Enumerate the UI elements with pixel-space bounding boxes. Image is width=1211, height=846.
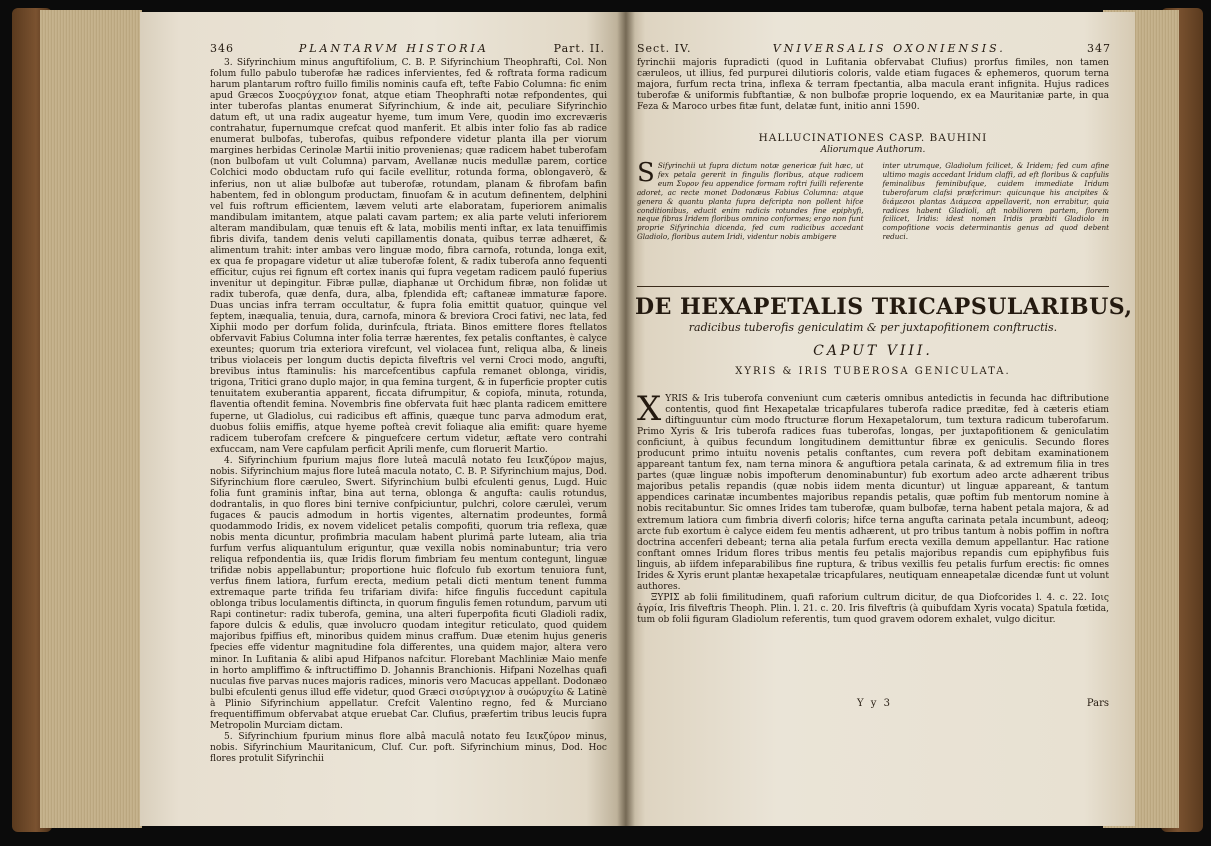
right-running-header xyxy=(637,42,1111,55)
signature-mark: Y y 3 xyxy=(857,698,892,709)
left-running-header xyxy=(210,42,605,55)
hallucinations-title: HALLUCINATIONES CASP. BAUHINI xyxy=(758,132,988,144)
catchword: Pars xyxy=(1086,698,1109,709)
book-gutter xyxy=(617,12,635,826)
left-running-title: PLANTARVM HISTORIA xyxy=(298,42,489,55)
section-heading: XYRIS & IRIS TUBEROSA GENICULATA. xyxy=(735,366,1011,377)
hallucinations-subtitle: Aliorumque Authorum. xyxy=(820,145,926,155)
left-part-label: Part. II. xyxy=(553,42,605,55)
left-page-number: 346 xyxy=(210,42,234,55)
chapter-title: DE HEXAPETALIS TRICAPSULARIBUS, xyxy=(635,294,1133,320)
hallucinations-heading xyxy=(637,132,1109,155)
body-paragraph: XYRIS & Iris tuberofa conveniunt cum cæteris omnibus antedictis in fecunda hac diftributione contentis, quod fint Hexapetalæ tricapfulares tuberofa radice præditæ, fed à cæteris etiam diftinguuntur cùm modo ftructuræ florum Hexapetalorum, tum textura radicum tuberofarum. Primo Xyris & Iris tuberofa radices fuas tuberofas, longas, per juxtapofitionem & geniculatim conficiunt, à quibus fecundum longitudinem demittuntur fibræ ex geniculis. Secundo flores producunt primo intuitu novenis petalis conftantes, cum revera poft debitam examinationem appareant tantum fex, nam terna minora & anguftiora petala carinata, & ad extremum filia in tres partes (quæ linguæ nobis impofterum denominabuntur) fub exortum adeo arcte adhærent tribus majoribus petalis repandis (quæ nobis iidem menta dicuntur) ut linguæ appareant, & tantum appendices carinatæ incumbentes majoribus repandis petalis, quæ poftim fub mentorum nomine à nobis recitabuntur. Sic omnes Irides tam tuberofæ, quam bulbofæ, terna habent petala majora, & ad extremum latiora cum fimbria diverfi coloris; hifce terna angufta carinata petala incumbunt, adeoq; arcte fub exortum è calyce eidem feu mentis adhærent, ut pro tribus tantum à nobis poffim in noftra doctrina accenferi debeant; terna alia petala furfum erecta vexilla demum appellantur. Hac ratione conftant omnes Iridum flores tribus mentis feu petalis majoribus repandis cum epiphyfibus fuis linguis, ab iifdem infeparabilibus fine ruptura, & tribus vexillis feu petalis furfum erectis: fic omnes Irides & Xyris erunt plantæ hexapetalæ tricapfulares, neutiquam enneapetalæ dicendæ funt ut volunt authores. xyxy=(637,389,1109,592)
paragraph-4: 4. Sifyrinchium fpurium majus flore luteâ maculâ notato feu Ιεικζύρον majus, nobis. Sifyrinchium majus flore luteâ macula notato, C. B. P. Sifyrinchium majus, Dod. Sifyrinchium flore cæruleo, Swert. Sifyrinchium bulbi efculenti genus, Lugd. Huic folia funt graminis inftar, bina aut terna, oblonga & angufta: caulis rotundus, dodrantalis, in quo flores bini ternive confpiciuntur, pulchri, colore cæruleì, verum fugaces & paucis admodum in hortis vigentes, alternatim prodeuntes, formâ quodammodo Iridis, ex novem videlicet petalis compofiti, quorum tria reflexa, quæ nobis menta dicuntur, profimbria maculam habent plurimâ parte luteam, alia tria furfum verfus aliquantulum eriguntur, quæ vexilla nobis nominabuntur; tria vero reliqua refpondentia iis, quæ Iridis florum fimbriam feu mentum contegunt, linguæ trifidæ nobis appellabuntur; proportione huic flofculo fub exortum tenuiora funt, verfus finem latiora, furfum erecta, medium petali dicti mentum tenent fumma extremaque parte trifida feu trifariam divifa: hifce fingulis fuccedunt capitula oblonga tribus loculamentis diftincta, in quorum fingulis femen rotundum, parvum uti Rapi continetur: radix tuberofa, gemina, una alteri fuperpofita ficuti Gladioli radix, fapore dulcis & edulis, quæ involucro quodam integitur reticulato, quod quidem majoribus fpiffius eft, minoribus quidem minus craffum. Duæ etenim hujus generis fpecies effe videntur magnitudine fola differentes, una quidem major, altera vero minor. In Lufitania & alibi apud Hifpanos nafcitur. Florebant Machliniæ Maio menfe in horto ampliffimo & inftructiffimo D. Johannis Branchionis. Hifpani Nozelhas quafi nuculas five parvas nuces majoris radices, minoris vero Macucas appellant. Dodonæo bulbi efculenti genus illud effe videtur, quod Græci σισύριγχιον à συώρυχίω & Latinè à Plinio Sifyrinchium appellatur. Crefcit Valentino regno, fed & Murciano frequentiffimum obfervabat atque eruebat Car. Clufius, præfertim tribus leucis fupra Metropolin Murciam dictam. xyxy=(210,455,607,731)
right-section-label: Sect. IV. xyxy=(637,42,692,55)
chapter-rule xyxy=(637,286,1109,287)
notes-column-left: S Sifyrinchii ut fupra dictum notæ genericæ fuit hæc, ut fex petala gererit in fingulis floribus, atque radicem eum Συρον feu appendice formam roftri fuilli referente adoret, ac recte monet Dodonæus Fabius Columna: atque genera & quantu planta fupra defcripta non pollent hifce conditionibus, educit enim radicis rotundes fine epiphyfi, neque fibras Iridem floribus omnino conformes; ergo non funt proprie Sifyrinchia dicenda, fed cum radicibus accedant Gladiolo, floribus autem Iridi, videntur nobis ambigere xyxy=(637,158,864,242)
left-body-text xyxy=(210,58,607,765)
right-main-text xyxy=(637,389,1109,626)
right-page-number: 347 xyxy=(1086,42,1111,55)
right-running-title: VNIVERSALIS OXONIENSIS. xyxy=(772,42,1006,55)
right-top-paragraph: fyrinchii majoris fupradicti (quod in Lufitania obfervabat Clufius) prorfus fimiles, non tamen cæruleos, ut illius, fed purpurei dilutioris coloris, valde etiam fugaces & ephemeros, quorum terna majora, furfum recta trina, inflexa & terram fpectantia, alba macula erant infignita. Hujus radices tuberofæ & uniformis fubftantiæ, & non bulbofæ proprie loquendo, ex ea Mauritaniæ parte, in qua Feza & Maroco urbes fitæ funt, delatæ funt, initio anni 1590. xyxy=(637,58,1109,113)
final-paragraph: ΞΥΡΙΣ ab folii fimilitudinem, quafi raforium cultrum dicitur, de qua Diofcorides l. 4. c. 22. Ιοις ἀγρία, Iris filveftris Theoph. Plin. l. 21. c. 20. Iris filveftris (à quibufdam Xyris vocata) Spatula fœtida, tum ob folii figuram Gladiolum referentis, tum quod gravem odorem exhalet, vulgo dicitur. xyxy=(637,592,1109,625)
paragraph-5: 5. Sifyrinchium fpurium minus flore albâ maculâ notato feu Ιεικζύρον minus, nobis. Sifyrinchium Mauritanicum, Cluf. Cur. poft. Sifyrinchium minus, Dod. Hoc flores protulit Sifyrinchii xyxy=(210,731,607,764)
caput-label: CAPUT VIII. xyxy=(813,343,933,359)
paragraph-3: 3. Sifyrinchium minus anguftifolium, C. B. P. Sifyrinchium Theophrafti, Col. Non folum fullo pabulo tuberofæ hæ radices infervientes, fed & roftrata forma radicum harum plantarum roftro fuillo fimilis nominis caufa eft, tefte Fabio Columna: fic enim apud Græcos Συοςρύγχιον fonat, atque etiam Theophrafti notæ refpondentes, qui inter tuberofas plantas enumerat Sifyrinchium, & inde ait, peculiare Sifyrinchio datum eft, ut una radix augeatur hyeme, tum imum Vere, quodin imo excreværis contrahatur, fupernumque crefcat quod manferit. Et albis inter folio fas ab radice enumerat bulbofas, tuberofas, quibus refpondere videtur planta illa per viorum margines herbidas Cerinolæ Martii initio provenienas; quæ radicem habet tuberofam (non bulbofam ut vult Columna) parvam, Avellanæ nucis medullæ parem, cortice Colchici modo obductam rufo qui facile evellitur, rotunda forma, oblongaverò, & inferius, non ut aliæ bulbofæ aut tuberofæ, rotundam, planam & fibrofam bafin habentem, fed in oblongum productam, finuofam & in acutum definentem, delphini vel fuis roftrum efficientem, lævem veluti arte elaboratam, fuperiorem animalis mandibulam imitantem, atque palati cavam partem; ex alia parte veluti inferiorem alteram mandibulam, quæ tenuis eft & lata, mobilis menti inftar, ex lata tenuiffimis fibris divifa, tandem denis veluti capillamentis donata, quibus terræ adhæret, & alimentum trahit: inter ambas vero linguæ modo, fibra carnofa, rotunda, longa exit, ex qua fe propagare videtur ut aliæ tuberofæ folent, & radix tuberofa anno fequenti efficitur, cujus rei fignum eft cortex inanis qui fupra vegetam radicem pauló fuperius invenitur ut depingitur. Fibræ pullæ, diaphanæ ut Orchidum fibræ, non folidæ ut radix tuberofa, quæ denfa, dura, alba, fplendida eft; caftaneæ immaturæ fapore. Duas uncias infra terram occultatur, & fupra folia emittit quatuor, quinque vel feptem, inæqualia, tenuia, dura, carnofa, minora & breviora Croci fativi, nec lata, fed Xiphii modo per dorfum folida, durinfcula, ftriata. Binos emittere flores ftellatos obfervavit Fabius Columna inter folia terræ hærentes, fex petalis conftantes, è calyce exeuntes; quorum tria exteriora virefcunt, vel violacea funt, reliqua alba, & lineis tribus violaceis per longum ductis depicta filveftris vel verni Croci modo, angufti, brevibus intus ftaminulis: his marcefcentibus capfula remanet oblonga, viridis, trigona, Tritici grano duplo major, in qua femina turgent, & in fuperficie propter cutis tenuitatem exuberantia apparent, ficcata difrumpitur, & copiofa, minuta, rotunda, flaventia oftendit femina. Novembris fine obfervata fuit hæc planta radicem emittere fuperne, ut Gladiolus, cui radicibus eft affinis, quæque tunc parva admodum erat, duobus foliis emiffis, atque hyeme pofteà crevit foliaque alia emifit: quare hyeme radicem tuberofam crefcere & pinguefcere certum videtur, æftate vero contrahi exfuccam, nam Vere capfulam perficit Aprili menfe, cum floruerit Martio. xyxy=(210,58,607,455)
chapter-subtitle: radicibus tuberofis geniculatim & per juxtapofitionem conftructis. xyxy=(688,321,1058,334)
drop-cap-s: S xyxy=(637,158,655,188)
left-page xyxy=(140,12,625,826)
chapter-heading-block xyxy=(635,294,1133,377)
drop-cap-x: X xyxy=(637,389,662,429)
hallucinations-notes xyxy=(637,158,1109,242)
notes-column-right: inter utrumque, Gladiolum fcilicet, & Iridem; fed cum afine ultimo magis accedant Iridum claffi, ad eft floribus & capfulis feminalibus feminibufque, cuidem immediate Iridum tuberofarum clafsi præfcrimur: quicunque his ancipites & διάμεσοι plantas Διάμεσα appellaverit, non errabitur, quia radices habent Gladioli, aft nobiliorem partem, florem fcilicet, Iridis: idest nomen Iridis præbiti Gladiolo in compofitione vocis determinantis genus ad quod debent reduci. xyxy=(882,161,1109,242)
left-page-edges xyxy=(40,10,142,828)
right-page xyxy=(625,12,1135,826)
